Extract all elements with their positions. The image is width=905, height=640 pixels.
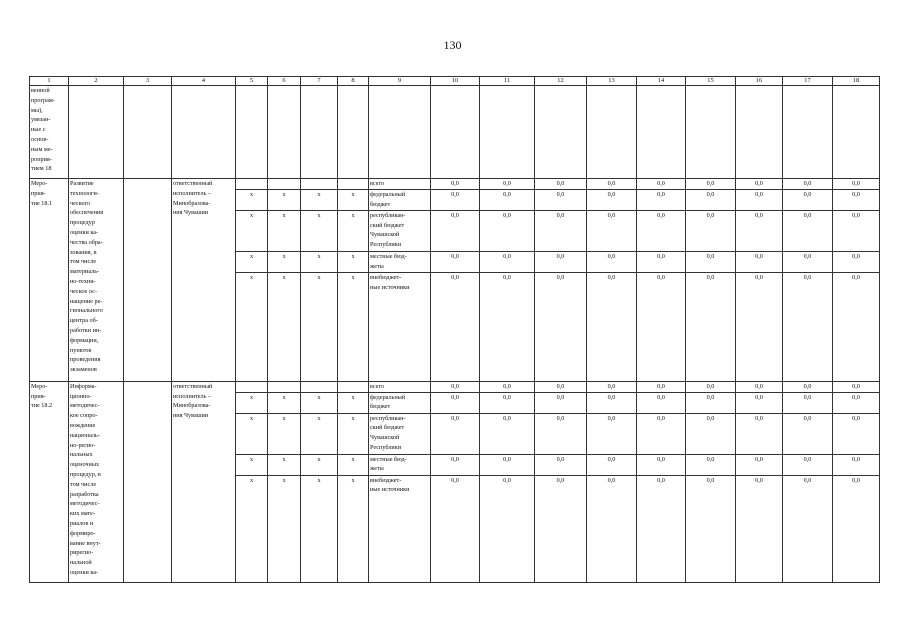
header-cell-1: 1 bbox=[30, 77, 69, 86]
mark-cell: х bbox=[338, 272, 369, 381]
event-executor: ответственный исполнитель – Минобразова- ния Чувашии bbox=[172, 381, 236, 582]
funding-source: местные бюд- жеты bbox=[369, 454, 431, 475]
value-cell: 0,0 bbox=[587, 475, 637, 582]
mark-cell: х bbox=[301, 210, 338, 251]
value-cell: 0,0 bbox=[637, 210, 686, 251]
value-cell: 0,0 bbox=[587, 251, 637, 272]
header-cell-7: 7 bbox=[301, 77, 338, 86]
mark-cell: х bbox=[301, 413, 338, 454]
continuation-empty-cell bbox=[535, 86, 587, 179]
mark-cell: х bbox=[301, 189, 338, 210]
header-cell-5: 5 bbox=[236, 77, 268, 86]
value-cell: 0,0 bbox=[736, 179, 783, 190]
continuation-empty-cell bbox=[69, 86, 124, 179]
value-cell: 0,0 bbox=[783, 413, 833, 454]
value-cell: 0,0 bbox=[736, 413, 783, 454]
mark-cell: х bbox=[268, 454, 301, 475]
budget-table bbox=[29, 76, 880, 583]
mark-cell: х bbox=[268, 475, 301, 582]
mark-cell: х bbox=[268, 251, 301, 272]
value-cell: 0,0 bbox=[637, 454, 686, 475]
mark-cell bbox=[338, 179, 369, 190]
event-col3 bbox=[124, 179, 172, 382]
value-cell: 0,0 bbox=[686, 392, 736, 413]
value-cell: 0,0 bbox=[587, 189, 637, 210]
value-cell: 0,0 bbox=[736, 189, 783, 210]
value-cell: 0,0 bbox=[783, 179, 833, 190]
value-cell: 0,0 bbox=[480, 210, 535, 251]
mark-cell bbox=[268, 381, 301, 392]
event-name: Развитие технологи- ческого обеспечения процедур оценки ка- чества обра- зования, в том числе материаль- но-техни- ческое ос- нащение ре- гионального центра об- работки ин- формации, пунктов проведения экзаменов bbox=[69, 179, 124, 382]
header-cell-17: 17 bbox=[783, 77, 833, 86]
header-cell-14: 14 bbox=[637, 77, 686, 86]
value-cell: 0,0 bbox=[480, 251, 535, 272]
mark-cell: х bbox=[338, 475, 369, 582]
continuation-empty-cell bbox=[431, 86, 480, 179]
value-cell: 0,0 bbox=[431, 475, 480, 582]
mark-cell: х bbox=[301, 454, 338, 475]
mark-cell: х bbox=[236, 454, 268, 475]
event-col3 bbox=[124, 381, 172, 582]
value-cell: 0,0 bbox=[587, 179, 637, 190]
mark-cell: х bbox=[338, 454, 369, 475]
value-cell: 0,0 bbox=[736, 381, 783, 392]
value-cell: 0,0 bbox=[535, 392, 587, 413]
funding-source: республикан- ский бюджет Чувашской Республики bbox=[369, 413, 431, 454]
funding-source: внебюджет- ные источники bbox=[369, 475, 431, 582]
header-cell-2: 2 bbox=[69, 77, 124, 86]
value-cell: 0,0 bbox=[783, 454, 833, 475]
mark-cell: х bbox=[236, 475, 268, 582]
mark-cell: х bbox=[268, 392, 301, 413]
value-cell: 0,0 bbox=[535, 475, 587, 582]
continuation-text: венной програм- мы), увязан- ные с основ- ным ме- роприя- тием 18 bbox=[30, 86, 69, 179]
value-cell: 0,0 bbox=[736, 392, 783, 413]
value-cell: 0,0 bbox=[736, 210, 783, 251]
mark-cell: х bbox=[338, 392, 369, 413]
value-cell: 0,0 bbox=[637, 413, 686, 454]
mark-cell: х bbox=[236, 272, 268, 381]
header-cell-9: 9 bbox=[369, 77, 431, 86]
header-cell-10: 10 bbox=[431, 77, 480, 86]
value-cell: 0,0 bbox=[686, 272, 736, 381]
value-cell: 0,0 bbox=[637, 381, 686, 392]
mark-cell: х bbox=[236, 189, 268, 210]
value-cell: 0,0 bbox=[587, 272, 637, 381]
value-cell: 0,0 bbox=[783, 381, 833, 392]
mark-cell: х bbox=[338, 189, 369, 210]
funding-source: внебюджет- ные источники bbox=[369, 272, 431, 381]
value-cell: 0,0 bbox=[431, 381, 480, 392]
value-cell: 0,0 bbox=[431, 272, 480, 381]
continuation-empty-cell bbox=[833, 86, 880, 179]
funding-source: всего bbox=[369, 179, 431, 190]
continuation-empty-cell bbox=[736, 86, 783, 179]
continuation-empty-cell bbox=[587, 86, 637, 179]
value-cell: 0,0 bbox=[480, 392, 535, 413]
continuation-empty-cell bbox=[338, 86, 369, 179]
funding-source: федеральный бюджет bbox=[369, 189, 431, 210]
value-cell: 0,0 bbox=[736, 454, 783, 475]
header-cell-12: 12 bbox=[535, 77, 587, 86]
value-cell: 0,0 bbox=[686, 381, 736, 392]
value-cell: 0,0 bbox=[431, 251, 480, 272]
header-cell-13: 13 bbox=[587, 77, 637, 86]
value-cell: 0,0 bbox=[480, 454, 535, 475]
mark-cell bbox=[338, 381, 369, 392]
value-cell: 0,0 bbox=[637, 272, 686, 381]
header-cell-16: 16 bbox=[736, 77, 783, 86]
value-cell: 0,0 bbox=[686, 475, 736, 582]
mark-cell: х bbox=[268, 413, 301, 454]
value-cell: 0,0 bbox=[535, 251, 587, 272]
mark-cell: х bbox=[338, 413, 369, 454]
value-cell: 0,0 bbox=[431, 210, 480, 251]
value-cell: 0,0 bbox=[736, 251, 783, 272]
funding-source: федеральный бюджет bbox=[369, 392, 431, 413]
mark-cell: х bbox=[268, 210, 301, 251]
value-cell: 0,0 bbox=[535, 272, 587, 381]
value-cell: 0,0 bbox=[480, 381, 535, 392]
value-cell: 0,0 bbox=[686, 210, 736, 251]
value-cell: 0,0 bbox=[833, 454, 880, 475]
mark-cell: х bbox=[268, 189, 301, 210]
value-cell: 0,0 bbox=[686, 454, 736, 475]
mark-cell bbox=[301, 179, 338, 190]
mark-cell bbox=[236, 381, 268, 392]
header-cell-3: 3 bbox=[124, 77, 172, 86]
value-cell: 0,0 bbox=[431, 392, 480, 413]
header-cell-18: 18 bbox=[833, 77, 880, 86]
value-cell: 0,0 bbox=[783, 272, 833, 381]
value-cell: 0,0 bbox=[736, 272, 783, 381]
mark-cell: х bbox=[236, 251, 268, 272]
value-cell: 0,0 bbox=[833, 392, 880, 413]
continuation-empty-cell bbox=[301, 86, 338, 179]
value-cell: 0,0 bbox=[535, 179, 587, 190]
continuation-row bbox=[30, 86, 880, 179]
continuation-empty-cell bbox=[686, 86, 736, 179]
value-cell: 0,0 bbox=[587, 210, 637, 251]
value-cell: 0,0 bbox=[535, 413, 587, 454]
value-cell: 0,0 bbox=[587, 413, 637, 454]
value-cell: 0,0 bbox=[637, 251, 686, 272]
value-cell: 0,0 bbox=[833, 272, 880, 381]
value-cell: 0,0 bbox=[833, 381, 880, 392]
value-cell: 0,0 bbox=[480, 179, 535, 190]
funding-source: местные бюд- жеты bbox=[369, 251, 431, 272]
mark-cell bbox=[236, 179, 268, 190]
funding-source: всего bbox=[369, 381, 431, 392]
mark-cell: х bbox=[301, 475, 338, 582]
header-cell-8: 8 bbox=[338, 77, 369, 86]
value-cell: 0,0 bbox=[587, 454, 637, 475]
value-cell: 0,0 bbox=[431, 413, 480, 454]
event-code: Меро- прия- тие 18.2 bbox=[30, 381, 69, 582]
value-cell: 0,0 bbox=[587, 381, 637, 392]
value-cell: 0,0 bbox=[480, 189, 535, 210]
header-cell-6: 6 bbox=[268, 77, 301, 86]
value-cell: 0,0 bbox=[535, 381, 587, 392]
mark-cell: х bbox=[236, 413, 268, 454]
value-cell: 0,0 bbox=[783, 251, 833, 272]
event-name: Информа- ционно- методичес- кое сопро- вождение националь- но-регио- нальных оценочных процедур, в том числе разработка методичес- ких мате- риалов и формиро- вание внут- рирегио- нальной оценки ка- bbox=[69, 381, 124, 582]
value-cell: 0,0 bbox=[833, 189, 880, 210]
mark-cell bbox=[268, 179, 301, 190]
value-cell: 0,0 bbox=[783, 392, 833, 413]
event-row bbox=[30, 381, 880, 392]
value-cell: 0,0 bbox=[637, 392, 686, 413]
value-cell: 0,0 bbox=[833, 413, 880, 454]
header-cell-15: 15 bbox=[686, 77, 736, 86]
header-cell-4: 4 bbox=[172, 77, 236, 86]
mark-cell: х bbox=[236, 210, 268, 251]
value-cell: 0,0 bbox=[686, 413, 736, 454]
value-cell: 0,0 bbox=[736, 475, 783, 582]
continuation-empty-cell bbox=[236, 86, 268, 179]
value-cell: 0,0 bbox=[833, 210, 880, 251]
mark-cell: х bbox=[301, 392, 338, 413]
value-cell: 0,0 bbox=[480, 413, 535, 454]
value-cell: 0,0 bbox=[637, 475, 686, 582]
value-cell: 0,0 bbox=[783, 475, 833, 582]
value-cell: 0,0 bbox=[783, 210, 833, 251]
continuation-empty-cell bbox=[480, 86, 535, 179]
mark-cell: х bbox=[236, 392, 268, 413]
mark-cell: х bbox=[301, 251, 338, 272]
value-cell: 0,0 bbox=[686, 251, 736, 272]
value-cell: 0,0 bbox=[480, 475, 535, 582]
value-cell: 0,0 bbox=[535, 189, 587, 210]
value-cell: 0,0 bbox=[833, 251, 880, 272]
continuation-empty-cell bbox=[637, 86, 686, 179]
value-cell: 0,0 bbox=[587, 392, 637, 413]
continuation-empty-cell bbox=[172, 86, 236, 179]
value-cell: 0,0 bbox=[833, 179, 880, 190]
value-cell: 0,0 bbox=[535, 454, 587, 475]
mark-cell bbox=[301, 381, 338, 392]
value-cell: 0,0 bbox=[431, 189, 480, 210]
value-cell: 0,0 bbox=[686, 179, 736, 190]
value-cell: 0,0 bbox=[480, 272, 535, 381]
continuation-empty-cell bbox=[369, 86, 431, 179]
event-code: Меро- прия- тие 18.1 bbox=[30, 179, 69, 382]
header-cell-11: 11 bbox=[480, 77, 535, 86]
value-cell: 0,0 bbox=[431, 179, 480, 190]
mark-cell: х bbox=[338, 210, 369, 251]
header-row bbox=[30, 77, 880, 86]
value-cell: 0,0 bbox=[783, 189, 833, 210]
continuation-empty-cell bbox=[124, 86, 172, 179]
mark-cell: х bbox=[301, 272, 338, 381]
mark-cell: х bbox=[268, 272, 301, 381]
continuation-empty-cell bbox=[783, 86, 833, 179]
funding-source: республикан- ский бюджет Чувашской Республики bbox=[369, 210, 431, 251]
event-executor: ответственный исполнитель – Минобразова- ния Чувашии bbox=[172, 179, 236, 382]
value-cell: 0,0 bbox=[431, 454, 480, 475]
value-cell: 0,0 bbox=[686, 189, 736, 210]
value-cell: 0,0 bbox=[637, 179, 686, 190]
mark-cell: х bbox=[338, 251, 369, 272]
value-cell: 0,0 bbox=[535, 210, 587, 251]
continuation-empty-cell bbox=[268, 86, 301, 179]
value-cell: 0,0 bbox=[637, 189, 686, 210]
page-number: 130 bbox=[443, 38, 462, 52]
event-row bbox=[30, 179, 880, 190]
value-cell: 0,0 bbox=[833, 475, 880, 582]
